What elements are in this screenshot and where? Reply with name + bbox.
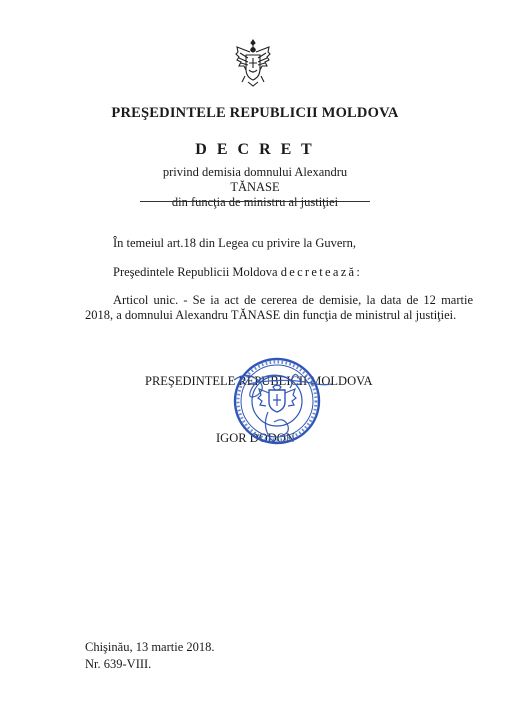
single-article: Articol unic. - Se ia act de cererea de demisie, la data de 12 martie 2018, a domnului Alexandru TĂNASE din funcţia de ministrul al justiţiei. [85,293,473,322]
decree-verb: decretează: [280,265,363,279]
decree-intro-text: Preşedintele Republicii Moldova [113,265,278,279]
subject-line-2: din funcţia de ministru al justiţiei [171,195,339,209]
subject-line-1: privind demisia domnului Alexandru TĂNASE [162,165,348,194]
signatory-name: IGOR DODON [216,431,295,445]
coat-of-arms-icon [234,38,272,92]
handwritten-signature [228,362,338,452]
document-type: D E C R E T [195,141,315,158]
subject-underline [140,201,370,202]
signatory-title: PREŞEDINTELE REPUBLICII MOLDOVA [145,374,373,388]
legal-basis: În temeiul art.18 din Legea cu privire la Guvern, [113,236,356,250]
place-and-date: Chişinău, 13 martie 2018. [85,640,215,654]
decree-subject [140,165,370,210]
issuer-title: PREŞEDINTELE REPUBLICII MOLDOVA [111,105,399,121]
decree-number: Nr. 639-VIII. [85,657,152,671]
decree-intro [113,265,362,280]
